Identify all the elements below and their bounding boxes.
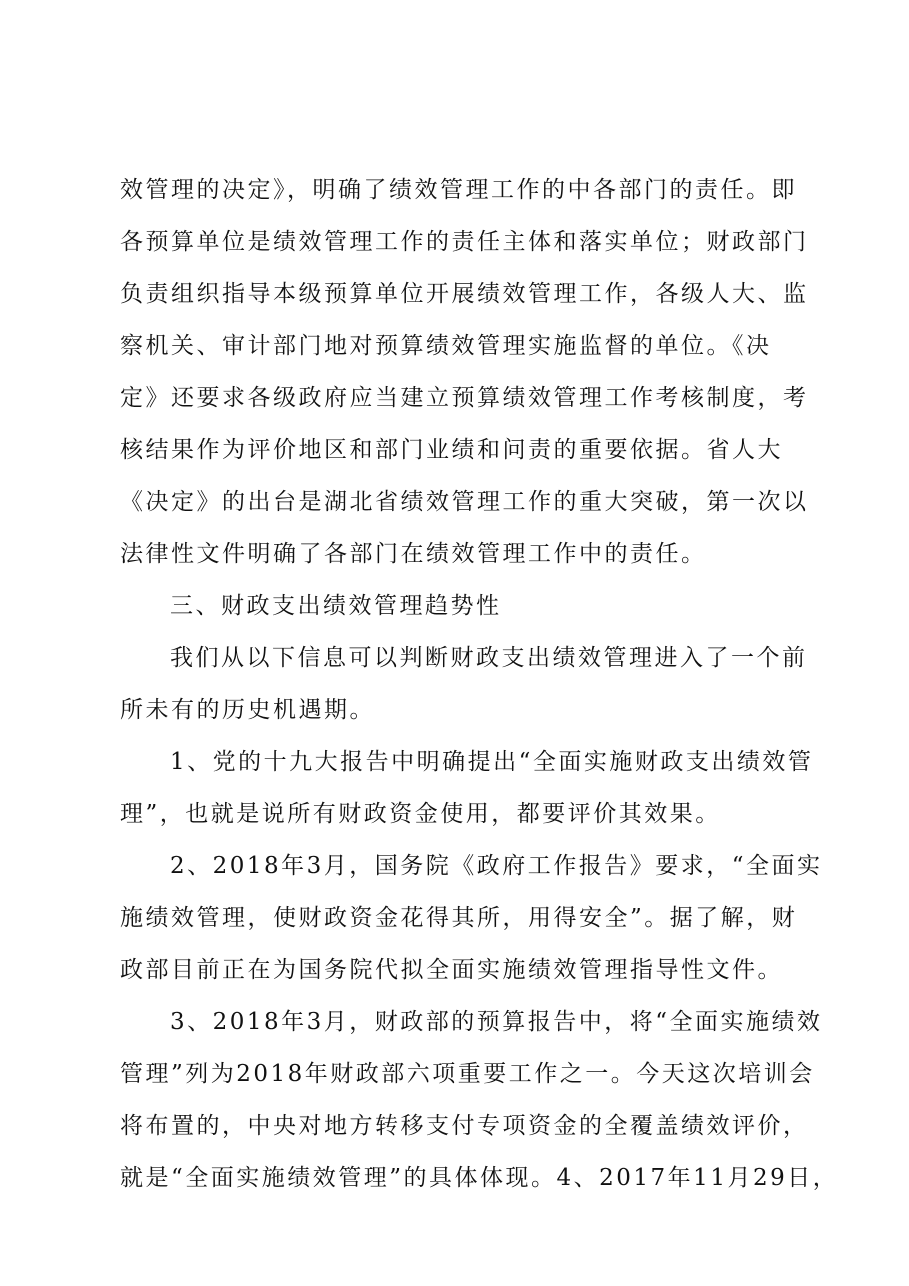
text-line: 核结果作为评价地区和部门业绩和问责的重要依据。省人大 xyxy=(120,437,783,463)
text-line: 理”，也就是说所有财政资金使用，都要评价其效果。 xyxy=(120,801,721,827)
text-line: 管理”列为2018年财政部六项重要工作之一。今天这次培训会 xyxy=(120,1061,815,1087)
text-line: 1、党的十九大报告中明确提出“全面实施财政支出绩效管 xyxy=(170,749,814,775)
text-line: 法律性文件明确了各部门在绩效管理工作中的责任。 xyxy=(120,541,707,567)
text-line: 察机关、审计部门地对预算绩效管理实施监督的单位。《决 xyxy=(120,333,772,359)
section-heading: 三、财政支出绩效管理趋势性 xyxy=(170,593,502,619)
text-line: 效管理的决定》，明确了绩效管理工作的中各部门的责任。即 xyxy=(120,177,797,203)
text-line: 各预算单位是绩效管理工作的责任主体和落实单位；财政部门 xyxy=(120,229,809,255)
text-line: 3、2018年3月，财政部的预算报告中，将“全面实施绩效 xyxy=(170,1009,823,1035)
text-line: 所未有的历史机遇期。 xyxy=(120,697,375,723)
text-line: 将布置的，中央对地方转移支付专项资金的全覆盖绩效评价， xyxy=(120,1113,809,1139)
text-line: 我们从以下信息可以判断财政支出绩效管理进入了一个前 xyxy=(170,645,808,671)
text-line: 定》还要求各级政府应当建立预算绩效管理工作考核制度，考 xyxy=(120,385,809,411)
text-line: 施绩效管理，使财政资金花得其所，用得安全”。据了解，财 xyxy=(120,905,798,931)
text-line: 负责组织指导本级预算单位开展绩效管理工作，各级人大、监 xyxy=(120,281,809,307)
text-line: 2、2018年3月，国务院《政府工作报告》要求，“全面实 xyxy=(170,853,823,879)
text-line: 就是“全面实施绩效管理”的具体体现。4、2017年11月29日， xyxy=(120,1165,839,1191)
text-line: 《决定》的出台是湖北省绩效管理工作的重大突破，第一次以 xyxy=(120,489,809,515)
body-text xyxy=(120,164,839,1204)
text-line: 政部目前正在为国务院代拟全面实施绩效管理指导性文件。 xyxy=(120,957,783,983)
